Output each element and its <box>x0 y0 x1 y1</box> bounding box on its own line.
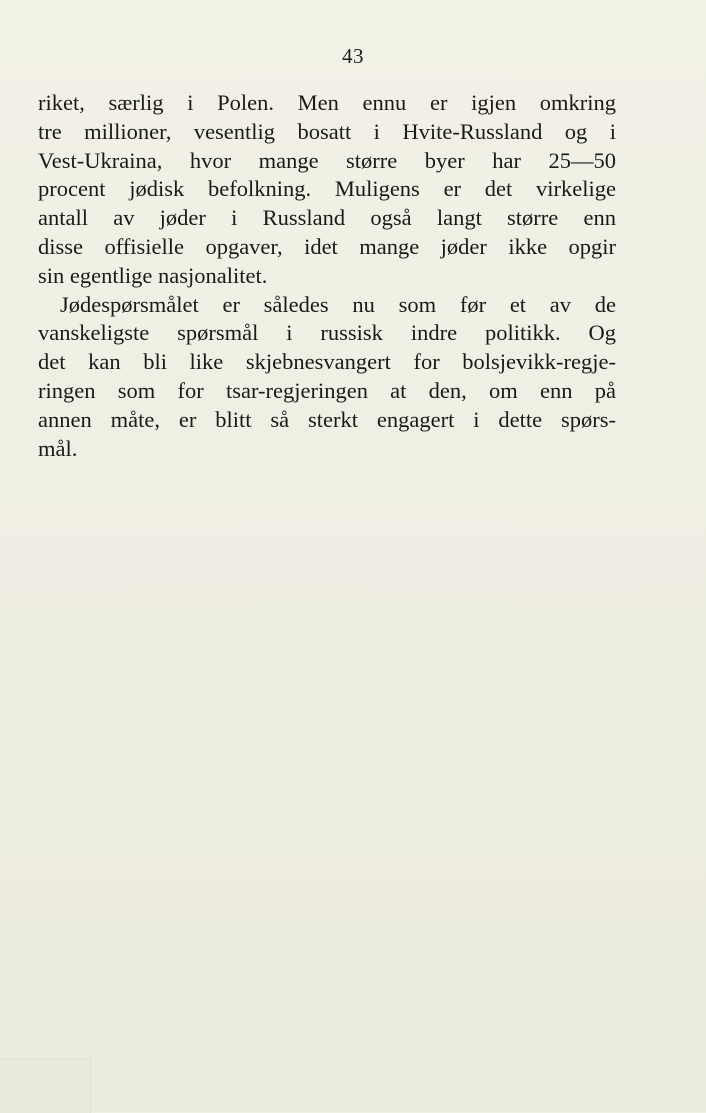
text-line: procent jødisk befolkning. Muligens er det virkelige <box>38 176 616 202</box>
text-line: antall av jøder i Russland også langt større enn <box>38 205 616 231</box>
scan-margin-artifact <box>0 1058 91 1113</box>
text-line: mål. <box>38 435 78 461</box>
paragraph-1 <box>38 89 616 291</box>
text-line: Vest-Ukraina, hvor mange større byer har 25—50 <box>38 147 616 173</box>
text-line: tre millioner, vesentlig bosatt i Hvite-Russland og i <box>38 118 616 144</box>
paragraph-2 <box>38 291 616 464</box>
text-line: sin egentlige nasjonalitet. <box>38 262 268 288</box>
text-line: riket, særlig i Polen. Men ennu er igjen omkring <box>38 90 616 115</box>
text-line: vanskeligste spørsmål i russisk indre politikk. Og <box>38 320 616 346</box>
text-line: det kan bli like skjebnesvangert for bolsjevikk-regje- <box>38 349 616 375</box>
text-line: annen måte, er blitt så sterkt engagert i dette spørs- <box>38 406 616 432</box>
text-line: Jødespørsmålet er således nu som før et av de <box>60 291 616 317</box>
text-line: ringen som for tsar-regjeringen at den, om enn på <box>38 377 616 403</box>
body-text <box>38 89 616 463</box>
page-number: 43 <box>342 44 364 68</box>
text-line: disse offisielle opgaver, idet mange jøder ikke opgir <box>38 233 616 259</box>
